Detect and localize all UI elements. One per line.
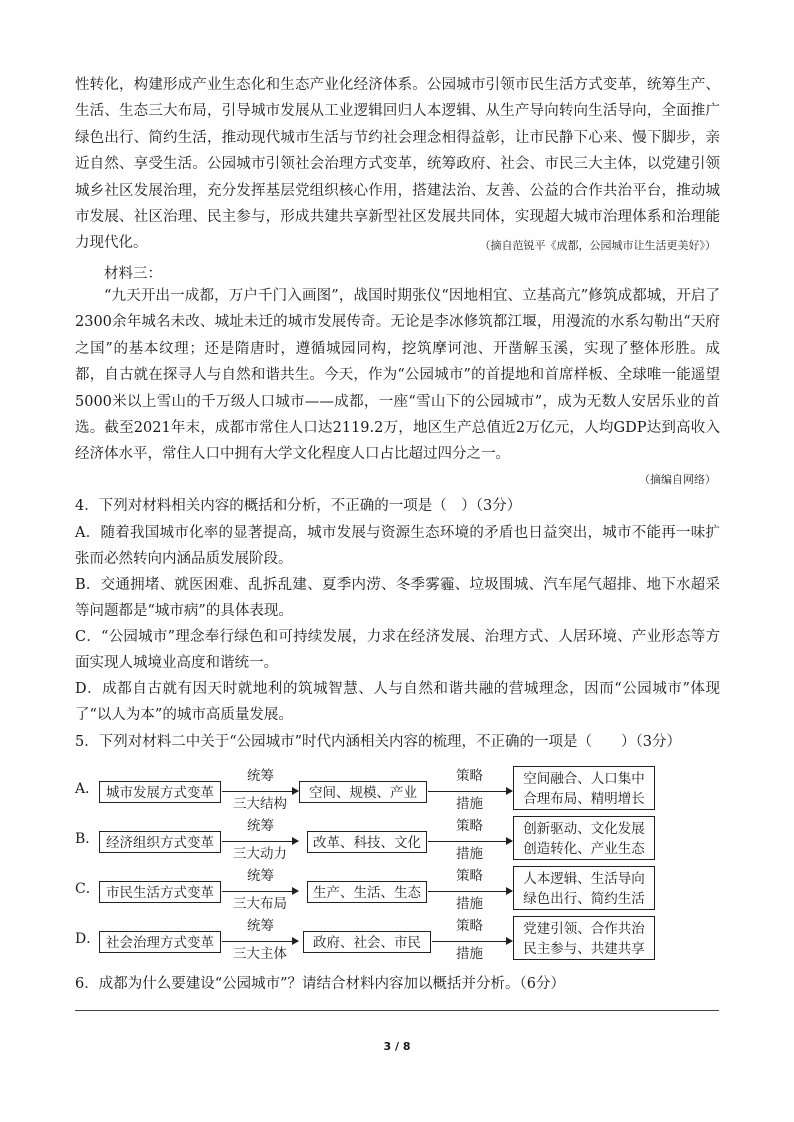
arrow-icon [222,941,298,942]
change-box: 市民生活方式变革 [99,881,221,903]
measure-box [513,866,655,910]
q6-stem: 6．成都为什么要建设“公园城市”？请结合材料内容加以概括并分析。（6分） [75,976,566,992]
q4-option-a: A．随着我国城市化率的显著提高，城市发展与资源生态环境的矛盾也日益突出，城市不能再一味扩张而必然转向内涵品质发展阶段。 [75,525,720,568]
footer-divider [75,1010,719,1011]
measure-box [513,816,655,860]
connector-bottom-label: 三大主体 [233,946,287,962]
material3-paragraph: “九天开出一成都，万户千门入画图”，战国时期张仪“因地相宜、立基高亢”修筑成都城，开启了2300余年城名未改、城址未迁的城市发展传奇。无论是李冰修筑都江堰，用漫流的水系勾勒出“天府之国”的基本纹理；还是隋唐时，遵循城园同构，挖筑摩诃池、开凿解玉溪，实现了整体形胜。成都，自古就在探寻人与自然和谐共生。今天，作为“公园城市”的首提地和首席样板、全球唯一能遥望5000米以上雪山的千万级人口城市——成都，一座“雪山下的公园城市”，成为无数人安居乐业的首选。截至2021年末，成都市常住人口达2119.2万，地区生产总值近2万亿元，人均GDP达到高收入经济体水平，常住人口中拥有大学文化程度人口占比超过四分之一。 [75,288,720,463]
connector-bottom-label: 措施 [456,896,483,912]
measure-box [513,766,655,810]
measure-line-2: 合理布局、精明增长 [523,791,645,807]
connector-bottom-label: 三大动力 [233,846,287,862]
measure-line-1: 党建引领、合作共治 [523,921,645,937]
measure-line-2: 民主参与、共建共享 [523,941,645,957]
arrow-icon [432,941,512,942]
connector-bottom-label: 措施 [456,946,483,962]
measure-line-2: 创造转化、产业生态 [523,841,645,857]
connector-bottom-label: 三大结构 [233,796,287,812]
change-box: 城市发展方式变革 [99,781,221,803]
connector-top-label: 统筹 [247,918,274,934]
measure-line-1: 空间融合、人口集中 [523,771,645,787]
material2-tail-paragraph: 性转化，构建形成产业生态化和生态产业化经济体系。公园城市引领市民生活方式变革，统筹生产、生活、生态三大布局，引导城市发展从工业逻辑回归人本逻辑、从生产导向转向生活导向，全面推广绿色出行、简约生活，推动现代城市生活与节约社会理念相得益彰，让市民静下心来、慢下脚步，亲近自然、享受生活。公园城市引领社会治理方式变革，统筹政府、社会、市民三大主体，以党建引领城乡社区发展治理，充分发挥基层党组织核心作用，搭建法治、友善、公益的合作共治平台，推动城市发展、社区治理、民主参与，形成共建共享新型社区发展共同体，实现超大城市治理体系和治理能力现代化。 [75,77,720,252]
q5-row-b [75,816,725,862]
connector-top-label: 统筹 [247,818,274,834]
measure-line-2: 绿色出行、简约生活 [523,891,645,907]
q4-stem: 4．下列对材料相关内容的概括和分析，不正确的一项是（ ）（3分） [75,498,522,514]
connector-top-label: 策略 [456,768,483,784]
change-box: 社会治理方式变革 [99,931,221,953]
q4-option-d: D．成都自古就有因天时就地利的筑城智慧、人与自然和谐共融的营城理念，因而“公园城市”体现了“以人为本”的城市高质量发展。 [75,681,720,724]
category-box: 政府、社会、市民 [303,931,431,953]
connector-top-label: 策略 [456,918,483,934]
category-box: 改革、科技、文化 [307,831,427,853]
arrow-icon [222,791,298,792]
material3-source: （摘编自网络） [639,473,716,486]
option-label: B． [75,831,100,847]
measure-box [513,916,655,960]
option-label: A． [75,781,100,797]
arrow-icon [428,841,512,842]
material2-source: （摘自范锐平《成都，公园城市让生活更美好》） [479,239,716,252]
q5-row-d [75,916,725,962]
change-box: 经济组织方式变革 [99,831,221,853]
connector-bottom-label: 措施 [456,796,483,812]
q4-option-b: B．交通拥堵、就医困难、乱拆乱建、夏季内涝、冬季雾霾、垃圾围城、汽车尾气超排、地下水超采等问题都是“城市病”的具体表现。 [75,577,720,620]
option-label: D． [75,931,101,947]
q4-option-c: C．“公园城市”理念奉行绿色和可持续发展，力求在经济发展、治理方式、人居环境、产业形态等方面实现人城境业高度和谐统一。 [75,629,720,672]
material3-title: 材料三： [104,266,162,282]
q5-stem: 5．下列对材料二中关于“公园城市”时代内涵相关内容的梳理，不正确的一项是（ ）（3分） [75,734,682,750]
connector-top-label: 统筹 [247,768,274,784]
measure-line-1: 人本逻辑、生活导向 [523,871,645,887]
measure-line-1: 创新驱动、文化发展 [523,821,645,837]
arrow-icon [428,791,512,792]
category-box: 生产、生活、生态 [307,881,427,903]
connector-top-label: 策略 [456,818,483,834]
connector-top-label: 统筹 [247,868,274,884]
page-number: 3 / 8 [383,1040,411,1053]
category-box: 空间、规模、产业 [299,781,427,803]
arrow-icon [428,891,512,892]
arrow-icon [222,841,298,842]
q5-diagram [75,766,725,966]
arrow-icon [222,891,298,892]
option-label: C． [75,881,100,897]
q5-row-c [75,866,725,912]
connector-bottom-label: 三大布局 [233,896,287,912]
q5-row-a [75,766,725,812]
connector-top-label: 策略 [456,868,483,884]
connector-bottom-label: 措施 [456,846,483,862]
